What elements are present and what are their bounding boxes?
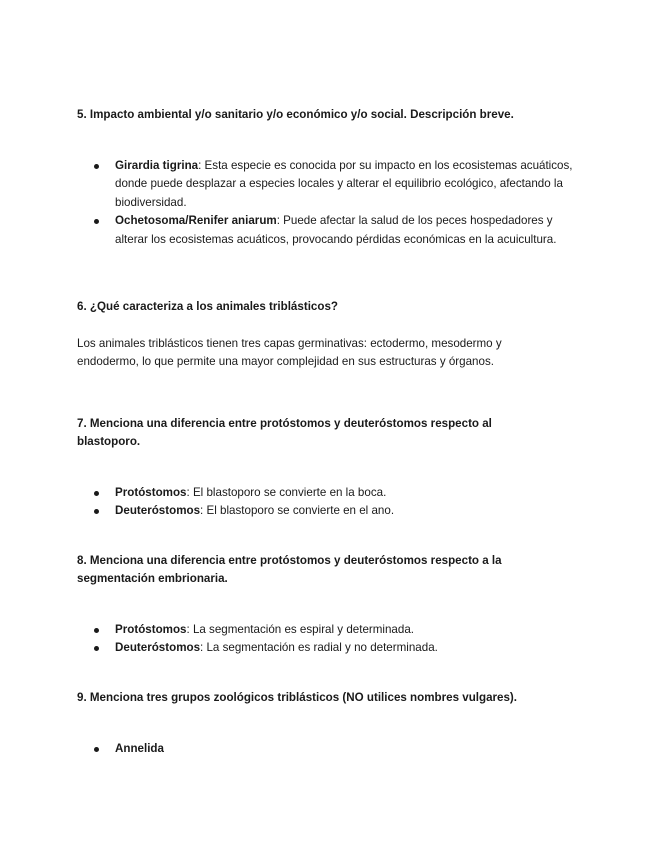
phylum-name: Annelida bbox=[115, 742, 164, 755]
term: Deuteróstomos bbox=[115, 504, 201, 518]
list-item bbox=[0, 639, 579, 657]
bullet-icon bbox=[94, 509, 99, 514]
bullet-icon bbox=[94, 747, 99, 752]
species-term: Ochetosoma/Renifer aniarum bbox=[115, 214, 277, 228]
description: : El blastoporo se convierte en el ano. bbox=[200, 504, 395, 518]
list-item bbox=[0, 484, 579, 502]
question-8-list bbox=[0, 621, 579, 658]
term: Protóstomos bbox=[115, 486, 187, 499]
species-term: Girardia tigrina bbox=[115, 159, 199, 172]
list-item bbox=[0, 212, 579, 249]
description: : La segmentación es radial y no determinada. bbox=[200, 641, 438, 655]
bullet-icon bbox=[94, 628, 99, 633]
list-item bbox=[0, 157, 579, 212]
question-7-list bbox=[0, 484, 579, 521]
question-5-list bbox=[0, 157, 579, 249]
list-item bbox=[0, 621, 579, 639]
bullet-icon bbox=[94, 646, 99, 651]
bullet-icon bbox=[94, 164, 99, 169]
species-description: : Esta especie es conocida por su impacto en los ecosistemas acuáticos, donde puede desplazar a especies locales y alterar el equilibrio ecológico, afectando la biodiversidad. bbox=[115, 159, 573, 209]
bullet-icon bbox=[94, 491, 99, 496]
question-7-heading: 7. Menciona una diferencia entre protóstomos y deuteróstomos respecto al blastoporo. bbox=[77, 417, 492, 449]
list-item bbox=[0, 502, 579, 520]
description: : El blastoporo se convierte en la boca. bbox=[186, 486, 387, 499]
bullet-icon bbox=[94, 219, 99, 224]
term: Deuteróstomos bbox=[115, 641, 201, 655]
question-6-answer: Los animales triblásticos tienen tres capas germinativas: ectodermo, mesodermo y endodermo, lo que permite una mayor complejidad en sus estructuras y órganos. bbox=[77, 337, 502, 369]
question-5-heading: 5. Impacto ambiental y/o sanitario y/o económico y/o social. Descripción breve. bbox=[77, 108, 514, 121]
question-6-heading: 6. ¿Qué caracteriza a los animales triblásticos? bbox=[77, 300, 338, 313]
list-item bbox=[0, 740, 579, 758]
species-description: : Puede afectar la salud de los peces hospedadores y alterar los ecosistemas acuáticos, provocando pérdidas económicas en la acuicultura. bbox=[115, 214, 557, 246]
description: : La segmentación es espiral y determinada. bbox=[186, 623, 414, 636]
term: Protóstomos bbox=[115, 623, 187, 636]
question-9-heading: 9. Menciona tres grupos zoológicos triblásticos (NO utilices nombres vulgares). bbox=[77, 691, 518, 704]
question-8-heading: 8. Menciona una diferencia entre protóstomos y deuteróstomos respecto a la segmentación embrionaria. bbox=[77, 554, 502, 586]
question-9-list bbox=[0, 740, 579, 758]
